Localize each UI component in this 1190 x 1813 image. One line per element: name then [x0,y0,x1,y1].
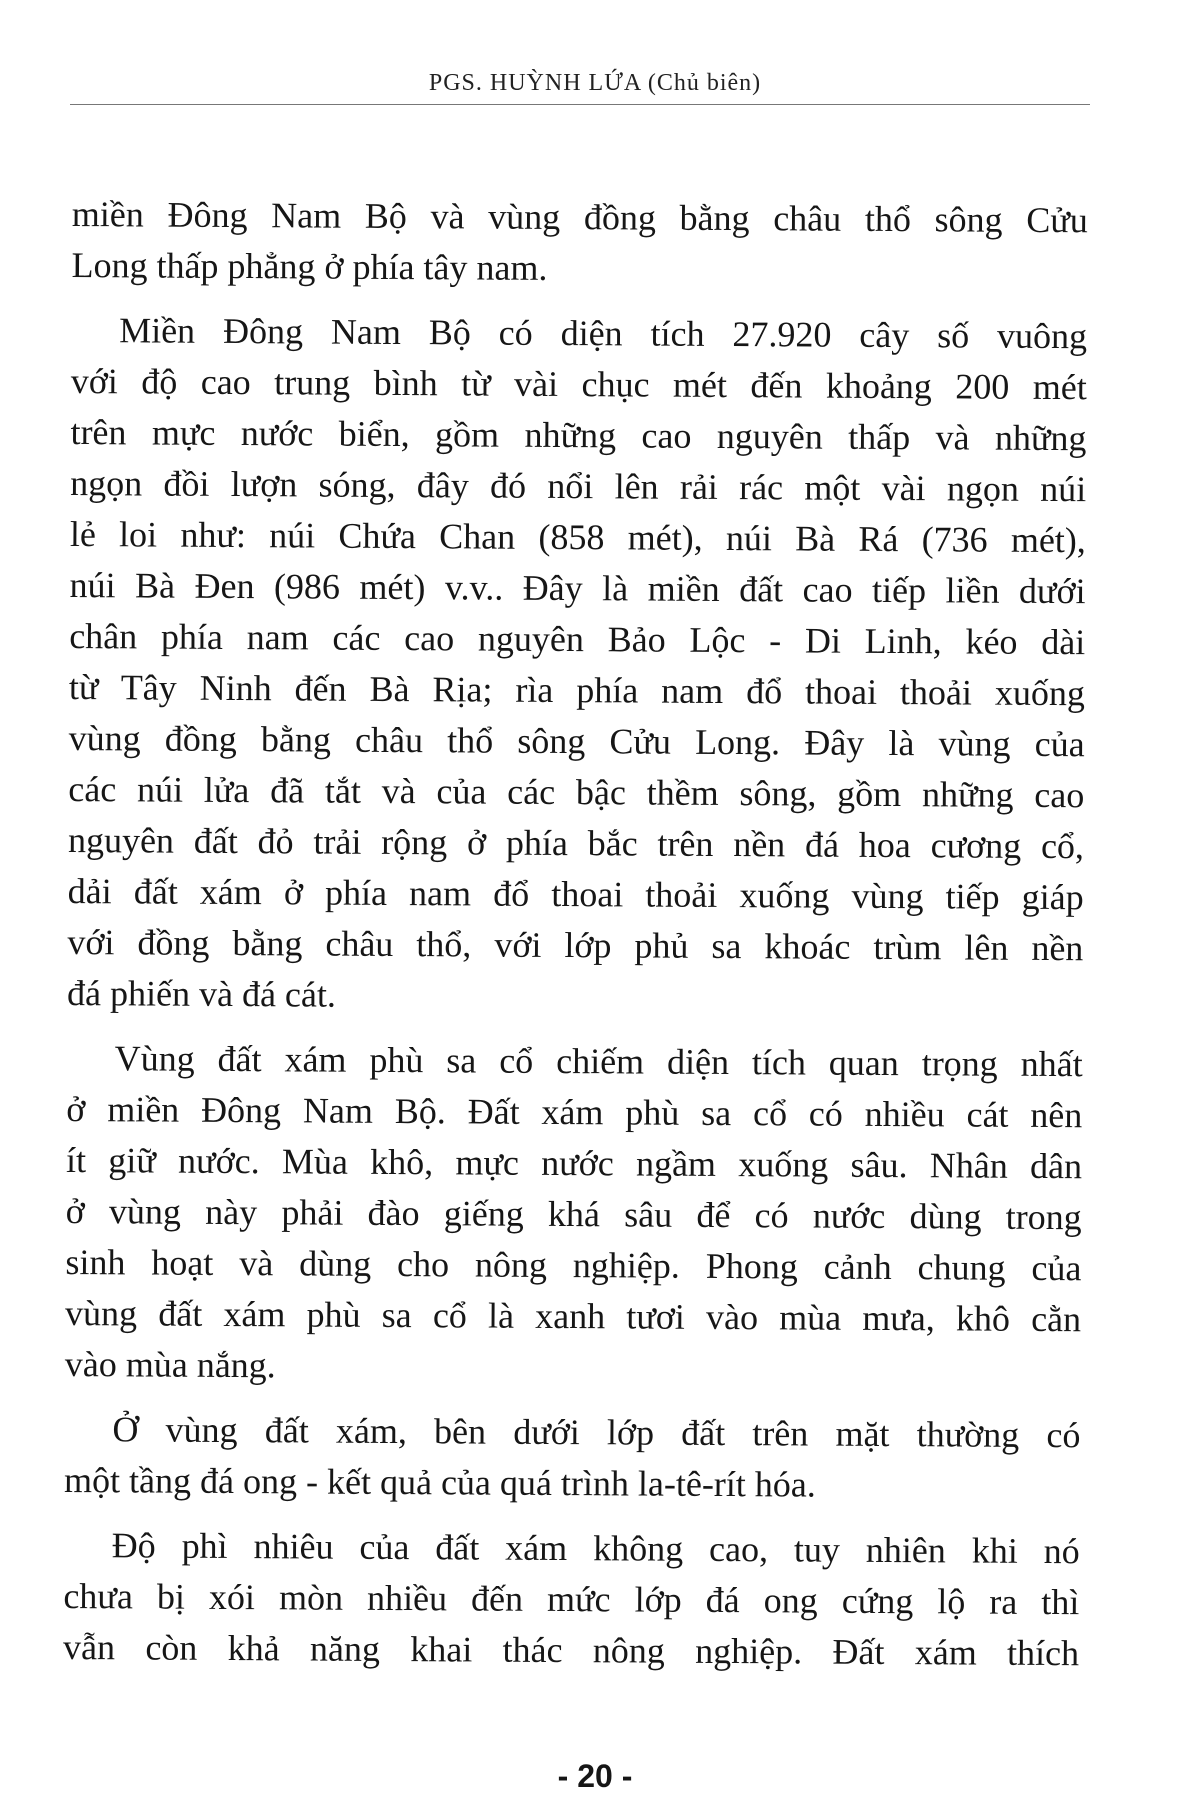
paragraph [67,305,1087,1025]
text-line: với độ cao trung bình từ vài chục mét đến khoảng 200 mét [70,360,1087,408]
text-line: trên mực nước biển, gồm những cao nguyên thấp và những [70,411,1087,459]
text-line: ở miền Đông Nam Bộ. Đất xám phù sa cổ có nhiều cát nên [66,1088,1083,1136]
text-line: vùng đất xám phù sa cổ là xanh tươi vào mùa mưa, khô cằn [65,1292,1082,1340]
paragraph [71,189,1088,297]
text-line: ở vùng này phải đào giếng khá sâu để có nước dùng trong [65,1190,1082,1238]
text-line: miền Đông Nam Bộ và vùng đồng bằng châu thổ sông Cửu [71,193,1088,241]
text-line: chân phía nam các cao nguyên Bảo Lộc - Di Linh, kéo dài [69,615,1086,663]
text-line: đá phiến và đá cát. [66,972,337,1015]
text-line: Miền Đông Nam Bộ có diện tích 27.920 cây số vuông [119,310,1088,357]
text-line: vào mùa nắng. [64,1343,276,1386]
text-line: Long thấp phẳng ở phía tây nam. [71,244,548,288]
running-header: PGS. HUỲNH LỨA (Chủ biên) [428,70,762,96]
text-line: các núi lửa đã tắt và của các bậc thềm sông, gồm những cao [68,768,1085,816]
text-line: nguyên đất đỏ trải rộng ở phía bắc trên nền đá hoa cương cổ, [67,819,1085,867]
text-line: lẻ loi như: núi Chứa Chan (858 mét), núi Bà Rá (736 mét), [69,513,1086,561]
paragraph [63,1520,1080,1679]
text-line: núi Bà Đen (986 mét) v.v.. Đây là miền đất cao tiếp liền dưới [69,564,1086,612]
paragraph [65,1033,1083,1396]
text-line: với đồng bằng châu thổ, với lớp phủ sa khoác trùm lên nền [67,921,1084,969]
page-number: - 20 - [557,1758,633,1794]
text-line: vùng đồng bằng châu thổ sông Cửu Long. Đây là vùng của [68,717,1085,765]
text-line: ngọn đồi lượn sóng, đây đó nổi lên rải rác một vài ngọn núi [70,462,1087,510]
text-line: chưa bị xói mòn nhiều đến mức lớp đá ong cứng lộ ra thì [63,1575,1080,1623]
paragraph [64,1404,1081,1512]
text-line: ít giữ nước. Mùa khô, mực nước ngầm xuống sâu. Nhân dân [65,1139,1083,1187]
text-line: từ Tây Ninh đến Bà Rịa; rìa phía nam đổ thoai thoải xuống [68,666,1086,714]
text-line: Ở vùng đất xám, bên dưới lớp đất trên mặt thường có [112,1409,1081,1456]
text-line: sinh hoạt và dùng cho nông nghiệp. Phong cảnh chung của [65,1241,1082,1289]
text-line: vẫn còn khả năng khai thác nông nghiệp. Đất xám thích [62,1626,1080,1674]
text-line: Độ phì nhiêu của đất xám không cao, tuy nhiên khi nó [111,1525,1080,1572]
text-line: một tầng đá ong - kết quả của quá trình la-tê-rít hóa. [63,1459,816,1505]
text-line: dải đất xám ở phía nam đổ thoai thoải xuống vùng tiếp giáp [67,870,1084,918]
header-divider [70,104,1090,105]
body-text [63,189,1088,1693]
text-line: Vùng đất xám phù sa cổ chiếm diện tích quan trọng nhất [114,1038,1083,1085]
